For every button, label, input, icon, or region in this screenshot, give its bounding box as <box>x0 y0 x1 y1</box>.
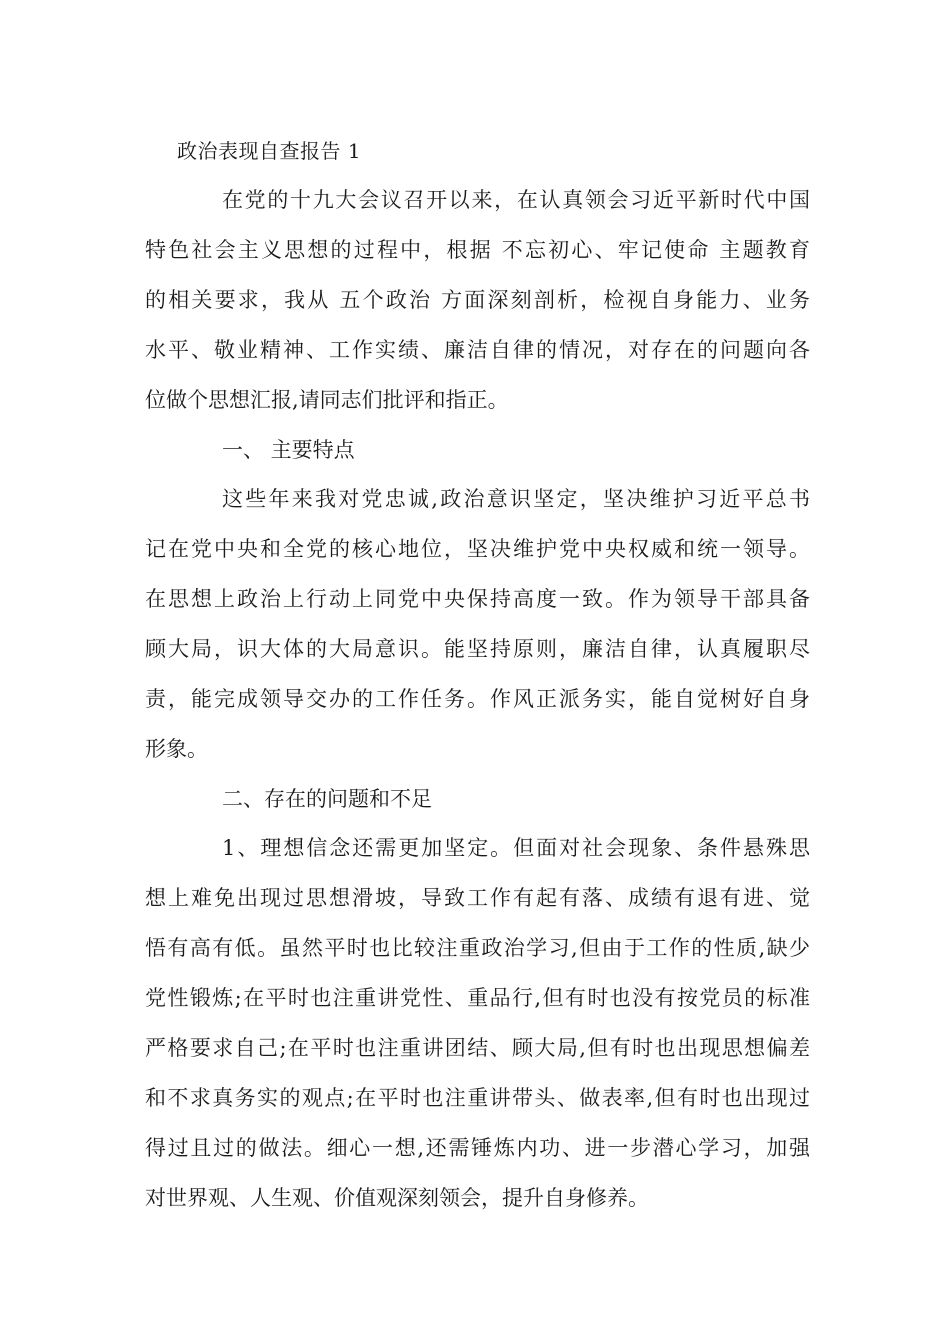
paragraph-1-line: 水平、敬业精神、工作实绩、廉洁自律的情况，对存在的问题向各 <box>145 338 810 362</box>
paragraph-3-line: 悟有高有低。虽然平时也比较注重政治学习,但由于工作的性质,缺少 <box>145 936 810 960</box>
paragraph-3-line: 党性锻炼;在平时也注重讲党性、重品行,但有时也没有按党员的标准 <box>145 986 810 1010</box>
section-heading-1: 一、 主要特点 <box>222 438 355 462</box>
paragraph-3-line: 严格要求自己;在平时也注重讲团结、顾大局,但有时也出现思想偏差 <box>145 1036 810 1060</box>
paragraph-2-line: 在思想上政治上行动上同党中央保持高度一致。作为领导干部具备 <box>145 587 810 611</box>
paragraph-3-line: 对世界观、人生观、价值观深刻领会，提升自身修养。 <box>145 1186 649 1210</box>
paragraph-3-line: 想上难免出现过思想滑坡，导致工作有起有落、成绩有退有进、觉 <box>145 886 810 910</box>
paragraph-1-line: 在党的十九大会议召开以来，在认真领会习近平新时代中国 <box>222 188 810 212</box>
paragraph-1-line: 特色社会主义思想的过程中，根据 不忘初心、牢记使命 主题教育 <box>145 238 810 262</box>
paragraph-1-line: 的相关要求，我从 五个政治 方面深刻剖析，检视自身能力、业务 <box>145 288 810 312</box>
paragraph-1-line: 位做个思想汇报,请同志们批评和指正。 <box>145 388 509 412</box>
paragraph-2-line: 形象。 <box>145 737 208 761</box>
paragraph-2-line: 顾大局，识大体的大局意识。能坚持原则，廉洁自律，认真履职尽 <box>145 637 810 661</box>
paragraph-2-line: 这些年来我对党忠诚,政治意识坚定，坚决维护习近平总书 <box>222 487 810 511</box>
paragraph-2-line: 记在党中央和全党的核心地位，坚决维护党中央权威和统一领导。 <box>145 537 810 561</box>
section-heading-2: 二、存在的问题和不足 <box>222 787 432 811</box>
document-title: 政治表现自查报告 1 <box>177 139 362 163</box>
paragraph-3-line: 得过且过的做法。细心一想,还需锤炼内功、进一步潜心学习，加强 <box>145 1136 810 1160</box>
paragraph-3-line: 和不求真务实的观点;在平时也注重讲带头、做表率,但有时也出现过 <box>145 1086 810 1110</box>
paragraph-3-line: 1、理想信念还需更加坚定。但面对社会现象、条件悬殊思 <box>222 836 810 860</box>
paragraph-2-line: 责，能完成领导交办的工作任务。作风正派务实，能自觉树好自身 <box>145 687 810 711</box>
